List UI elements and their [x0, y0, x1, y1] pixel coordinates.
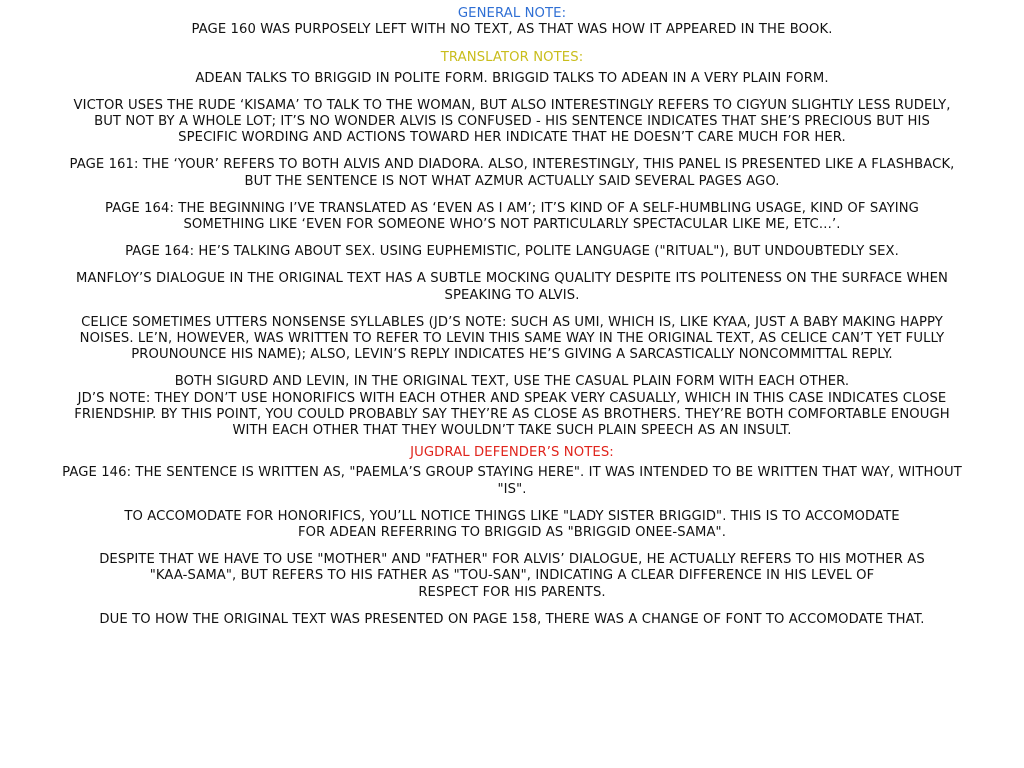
general-note-text [8, 22, 1016, 38]
defender-note-1 [8, 465, 1016, 497]
translator-note-4 [8, 201, 1016, 233]
defender-note-3 [8, 552, 1016, 601]
note-line: PAGE 146: THE SENTENCE IS WRITTEN AS, "PAEMLA’S GROUP STAYING HERE". IT WAS INTENDED TO BE WRITTEN THAT WAY, WITHOUT [62, 465, 962, 481]
translator-notes-heading: TRANSLATOR NOTES: [440, 50, 584, 66]
note-line: RESPECT FOR HIS PARENTS. [418, 584, 606, 600]
translator-note-1 [8, 71, 1016, 87]
note-line: VICTOR USES THE RUDE ‘KISAMA’ TO TALK TO THE WOMAN, BUT ALSO INTERESTINGLY REFERS TO CIGYUN SLIGHTLY LESS RUDELY, [73, 97, 951, 113]
translator-note-7 [8, 315, 1016, 364]
note-line: SPECIFIC WORDING AND ACTIONS TOWARD HER INDICATE THAT HE DOESN’T CARE MUCH FOR HER. [178, 130, 846, 146]
note-line: PAGE 164: HE’S TALKING ABOUT SEX. USING EUPHEMISTIC, POLITE LANGUAGE ("RITUAL"), BUT UNDOUBTEDLY SEX. [125, 244, 899, 260]
note-line: TO ACCOMODATE FOR HONORIFICS, YOU’LL NOTICE THINGS LIKE "LADY SISTER BRIGGID". THIS IS TO ACCOMODATE [124, 508, 900, 524]
note-line: SOMETHING LIKE ‘EVEN FOR SOMEONE WHO’S NOT PARTICULARLY SPECTACULAR LIKE ME, ETC…’. [183, 217, 841, 233]
translator-note-8 [8, 374, 1016, 439]
note-line: WITH EACH OTHER THAT THEY WOULDN’T TAKE SUCH PLAIN SPEECH AS AN INSULT. [232, 423, 792, 439]
note-line: PAGE 164: THE BEGINNING I’VE TRANSLATED AS ‘EVEN AS I AM’; IT’S KIND OF A SELF-HUMBLING USAGE, KIND OF SAYING [105, 200, 919, 216]
note-line: PROUNOUNCE HIS NAME); ALSO, LEVIN’S REPLY INDICATES HE’S GIVING A SARCASTICALLY NONCOMMITTAL REPLY. [131, 347, 893, 363]
note-line: BUT THE SENTENCE IS NOT WHAT AZMUR ACTUALLY SAID SEVERAL PAGES AGO. [244, 173, 780, 189]
note-line: FOR ADEAN REFERRING TO BRIGGID AS "BRIGGID ONEE-SAMA". [298, 525, 726, 541]
note-line: ADEAN TALKS TO BRIGGID IN POLITE FORM. BRIGGID TALKS TO ADEAN IN A VERY PLAIN FORM. [195, 70, 829, 86]
defender-note-4 [8, 612, 1016, 628]
note-line: CELICE SOMETIMES UTTERS NONSENSE SYLLABLES (JD’S NOTE: SUCH AS UMI, WHICH IS, LIKE KYAA, JUST A BABY MAKING HAPPY [81, 314, 943, 330]
note-line: "KAA-SAMA", BUT REFERS TO HIS FATHER AS "TOU-SAN", INDICATING A CLEAR DIFFERENCE IN HIS LEVEL OF [149, 568, 875, 584]
general-note-heading: GENERAL NOTE: [457, 6, 567, 21]
note-line: BUT NOT BY A WHOLE LOT; IT’S NO WONDER ALVIS IS CONFUSED - HIS SENTENCE INDICATES THAT SHE’S PRECIOUS BUT HIS [94, 114, 930, 130]
note-line: SPEAKING TO ALVIS. [444, 287, 580, 303]
defender-note-2 [8, 509, 1016, 541]
note-line: BOTH SIGURD AND LEVIN, IN THE ORIGINAL TEXT, USE THE CASUAL PLAIN FORM WITH EACH OTHER. [174, 374, 850, 390]
note-line: JD’S NOTE: THEY DON’T USE HONORIFICS WITH EACH OTHER AND SPEAK VERY CASUALLY, WHICH IN THIS CASE INDICATES CLOSE [77, 390, 947, 406]
general-note-line: PAGE 160 WAS PURPOSELY LEFT WITH NO TEXT, AS THAT WAS HOW IT APPEARED IN THE BOOK. [191, 22, 833, 38]
translator-note-2 [8, 98, 1016, 147]
note-line: FRIENDSHIP. BY THIS POINT, YOU COULD PROBABLY SAY THEY’RE AS CLOSE AS BROTHERS. THEY’RE BOTH COMFORTABLE ENOUGH [74, 406, 950, 422]
defender-notes-heading: JUGDRAL DEFENDER’S NOTES: [410, 445, 614, 461]
note-line: PAGE 161: THE ‘YOUR’ REFERS TO BOTH ALVIS AND DIADORA. ALSO, INTERESTINGLY, THIS PANEL IS PRESENTED LIKE A FLASHBACK, [69, 157, 955, 173]
translator-note-5 [8, 244, 1016, 260]
translator-note-3 [8, 157, 1016, 189]
note-line: MANFLOY’S DIALOGUE IN THE ORIGINAL TEXT HAS A SUBTLE MOCKING QUALITY DESPITE ITS POLITENESS ON THE SURFACE WHEN [76, 271, 948, 287]
note-line: NOISES. LE’N, HOWEVER, WAS WRITTEN TO REFER TO LEVIN THIS SAME WAY IN THE ORIGINAL TEXT, AS CELICE CAN’T YET FULLY [79, 331, 945, 347]
note-line: "IS". [497, 481, 527, 497]
note-line: DUE TO HOW THE ORIGINAL TEXT WAS PRESENTED ON PAGE 158, THERE WAS A CHANGE OF FONT TO ACCOMODATE THAT. [99, 611, 925, 627]
note-line: DESPITE THAT WE HAVE TO USE "MOTHER" AND "FATHER" FOR ALVIS’ DIALOGUE, HE ACTUALLY REFERS TO HIS MOTHER AS [99, 552, 925, 568]
translator-note-6 [8, 271, 1016, 303]
